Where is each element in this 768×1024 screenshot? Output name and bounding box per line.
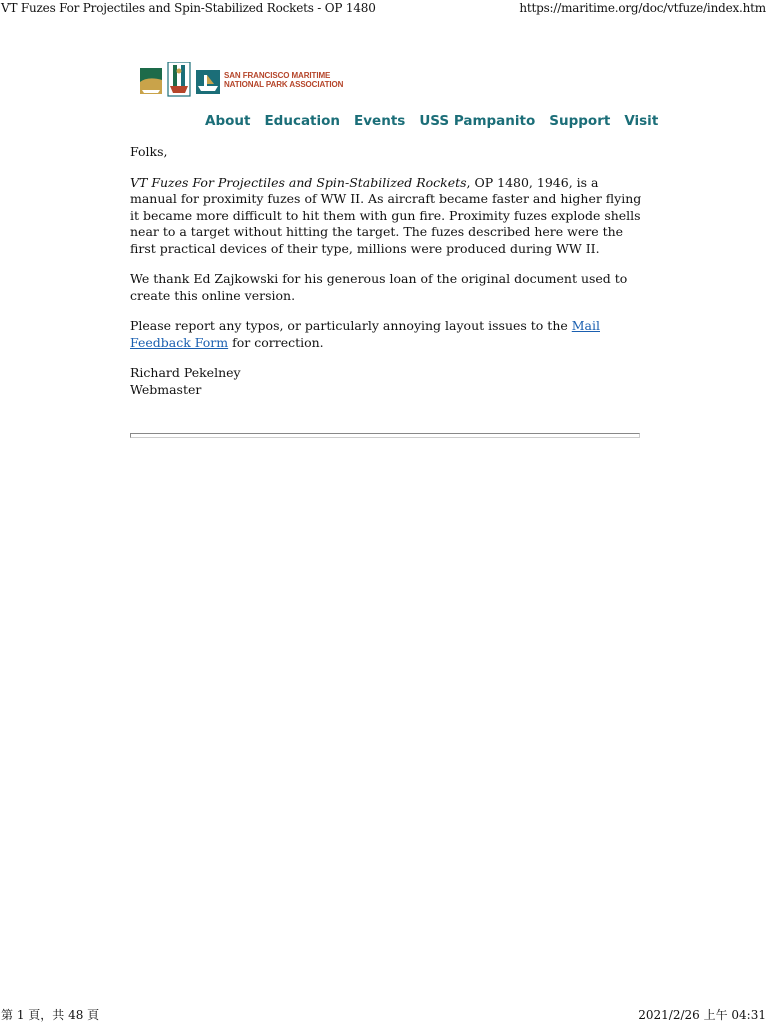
report-paragraph — [130, 318, 642, 351]
print-header-url: https://maritime.org/doc/vtfuze/index.htm — [519, 1, 766, 15]
nav-education[interactable]: Education — [264, 113, 341, 129]
signature-name: Richard Pekelney — [130, 365, 241, 380]
logo-line1: SAN FRANCISCO MARITIME — [224, 71, 331, 80]
nav-support[interactable]: Support — [549, 113, 611, 129]
nav-uss-pampanito[interactable]: USS Pampanito — [419, 113, 536, 129]
sf-maritime-logo[interactable] — [140, 62, 344, 100]
print-timestamp: 2021/2/26 上午 04:31 — [638, 1008, 766, 1022]
greeting: Folks, — [130, 144, 168, 159]
main-content — [130, 144, 642, 412]
report-text-after: for correction. — [228, 334, 324, 350]
intro-paragraph — [130, 175, 642, 258]
nav-visit[interactable]: Visit — [624, 113, 659, 129]
logo-emblem-icon — [140, 62, 224, 100]
signature-role: Webmaster — [130, 381, 202, 397]
nav-events[interactable]: Events — [354, 113, 406, 129]
page-counter: 第 1 頁，共 48 頁 — [1, 1008, 100, 1022]
logo-wordmark — [224, 71, 343, 89]
document-title: VT Fuzes For Projectiles and Spin-Stabilized Rockets — [130, 174, 467, 190]
print-footer — [0, 1006, 768, 1024]
print-header — [0, 0, 768, 16]
nav-about[interactable]: About — [205, 113, 251, 129]
logo-line2: NATIONAL PARK ASSOCIATION — [224, 80, 344, 89]
print-header-title: VT Fuzes For Projectiles and Spin-Stabilized Rockets - OP 1480 — [1, 1, 376, 15]
thanks-paragraph: We thank Ed Zajkowski for his generous loan of the original document used to create this online version. — [130, 271, 628, 303]
signature — [130, 365, 642, 398]
main-nav — [205, 113, 672, 129]
report-text-before: Please report any typos, or particularly annoying layout issues to the — [130, 318, 572, 333]
horizontal-rule — [130, 433, 640, 438]
mail-feedback-link[interactable]: Mail Feedback Form — [130, 318, 600, 350]
intro-text: , OP 1480, 1946, is a manual for proximity fuzes of WW II. As aircraft became faster and higher flying it became more difficult to hit them with gun fire. Proximity fuzes explode shells near to a target without hitting the target. The fuzes described here were the first practical devices of their type, millions were produced during WW II. — [130, 174, 642, 256]
